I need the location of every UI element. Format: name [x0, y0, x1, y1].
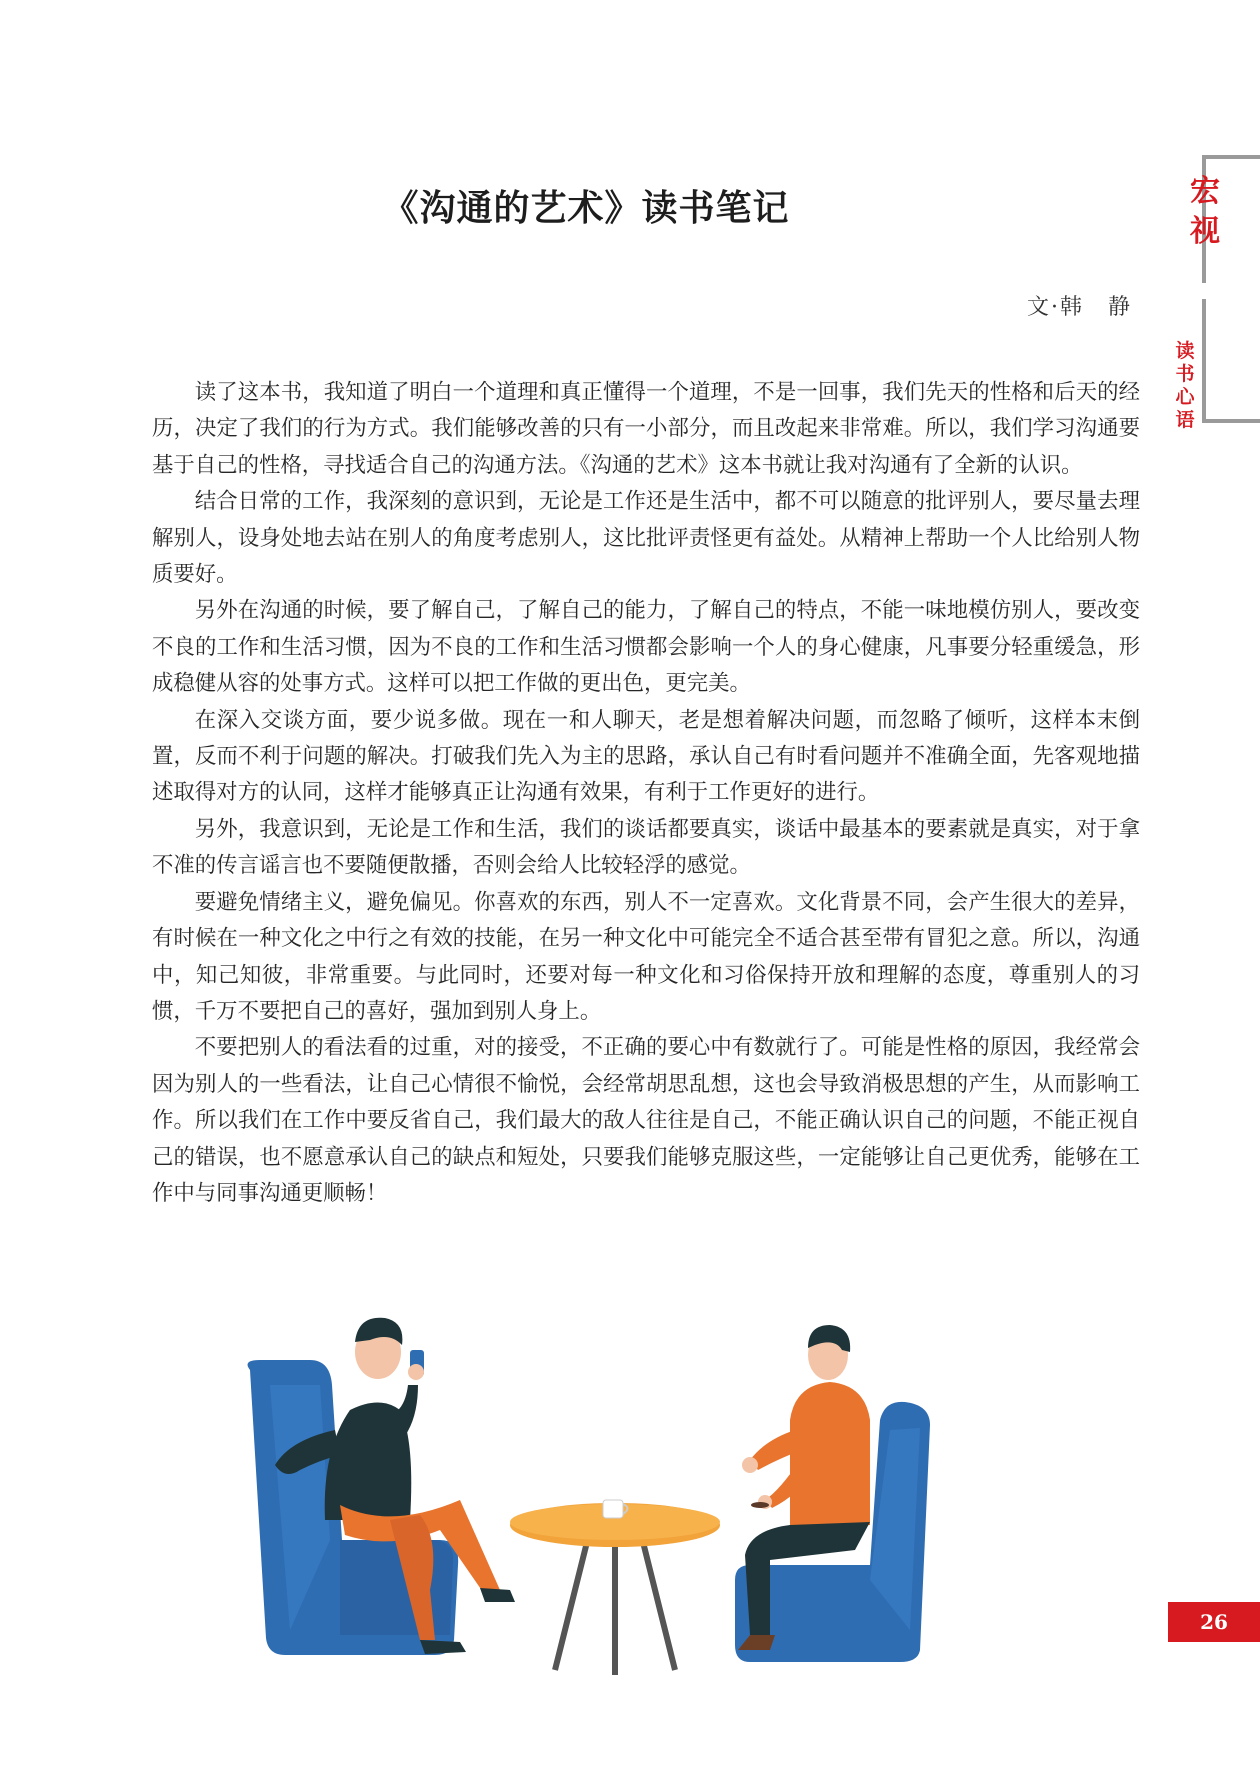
article-author: 文·韩 静	[1027, 295, 1132, 320]
paragraph: 另外在沟通的时候，要了解自己，了解自己的能力，了解自己的特点，不能一味地模仿别人，要改变不良的工作和生活习惯，因为不良的工作和生活习惯都会影响一个人的身心健康，凡事要分轻重缓急，形成稳健从容的处事方式。这样可以把工作做的更出色，更完美。	[152, 598, 1140, 697]
paragraph: 结合日常的工作，我深刻的意识到，无论是工作还是生活中，都不可以随意的批评别人，要尽量去理解别人，设身处地去站在别人的角度考虑别人，这比批评责怪更有益处。从精神上帮助一个人比给别人物质要好。	[152, 489, 1140, 588]
paragraph: 不要把别人的看法看的过重，对的接受，不正确的要心中有数就行了。可能是性格的原因，我经常会因为别人的一些看法，让自己心情很不愉悦，会经常胡思乱想，这也会导致消极思想的产生，从而影响工作。所以我们在工作中要反省自己，我们最大的敌人往往是自己，不能正确认识自己的问题，不能正视自己的错误，也不愿意承认自己的缺点和短处，只要我们能够克服这些，一定能够让自己更优秀，能够在工作中与同事沟通更顺畅！	[152, 1035, 1140, 1206]
paragraph: 在深入交谈方面，要少说多做。现在一和人聊天，老是想着解决问题，而忽略了倾听，这样本末倒置，反而不利于问题的解决。打破我们先入为主的思路，承认自己有时看问题并不准确全面，先客观地描述取得对方的认同，这样才能够真正让沟通有效果，有利于工作更好的进行。	[152, 707, 1140, 806]
article-title: 《沟通的艺术》读书笔记	[382, 187, 790, 229]
paragraph: 另外，我意识到，无论是工作和生活，我们的谈话都要真实，谈话中最基本的要素就是真实，对于拿不准的传言谣言也不要随便散播，否则会给人比较轻浮的感觉。	[152, 816, 1140, 879]
section-subtitle: 读书心语	[1175, 340, 1195, 431]
article-body	[152, 375, 1140, 1212]
conversation-illustration	[230, 1290, 1030, 1680]
coffee-table	[510, 1500, 720, 1675]
paragraph: 读了这本书，我知道了明白一个道理和真正懂得一个道理，不是一回事，我们先天的性格和后天的经历，决定了我们的行为方式。我们能够改善的只有一小部分，而且改起来非常难。所以，我们学习沟通要基于自己的性格，寻找适合自己的沟通方法。《沟通的艺术》这本书就让我对沟通有了全新的认识。	[152, 380, 1140, 478]
page-number: 26	[1168, 1602, 1260, 1642]
paragraph: 要避免情绪主义，避免偏见。你喜欢的东西，别人不一定喜欢。文化背景不同，会产生很大的差异，有时候在一种文化之中行之有效的技能，在另一种文化中可能完全不适合甚至带有冒犯之意。所以，沟通中，知己知彼，非常重要。与此同时，还要对每一种文化和习俗保持开放和理解的态度，尊重别人的习惯，千万不要把自己的喜好，强加到别人身上。	[152, 889, 1140, 1024]
section-title: 宏视	[1190, 174, 1220, 249]
